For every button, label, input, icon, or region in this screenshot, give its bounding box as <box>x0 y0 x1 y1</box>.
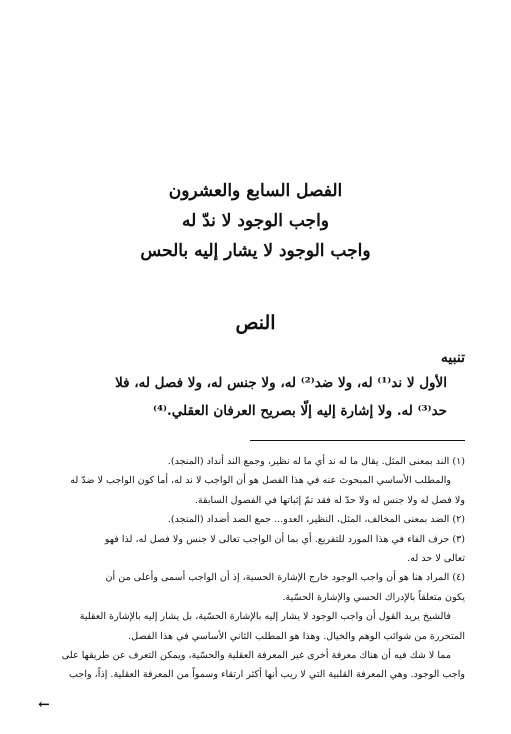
text-line-2: حد⁽³⁾ له. ولا إشارة إليه إلّا بصريح العرفان العقلي.⁽⁴⁾ <box>153 403 447 419</box>
footnote-line: واجب الوجود. وهي المعرفة القلبية التي لا ريب أنها أكثر ارتقاء وسمواً من المعرفة العقلية. إذاً، واجب <box>68 669 465 681</box>
main-text <box>40 347 465 425</box>
footnote-divider <box>250 440 465 441</box>
footnote-line: يكون متعلقاً بالإدراك الحسي والإشارة الحسّية. <box>282 591 465 603</box>
text-heading: تنبيه <box>440 350 465 366</box>
text-line-1: الأول لا ند⁽¹⁾ له، ولا ضد⁽²⁾ له، ولا جنس له، ولا فصل له، فلا <box>115 375 447 391</box>
footnote-line: (١) الند بمعنى المثل. يقال ما له ند أي ما له نظير، وجمع الند أنداد (المنجد). <box>167 456 465 467</box>
footnote-line: (٢) الضد بمعنى المخالف، المثل، النظير، العدو... جمع الضد أضداد (المنجد). <box>167 514 465 526</box>
continue-arrow-icon: ← <box>38 697 50 713</box>
footnote-line: مما لا شك فيه أن هناك معرفة أخرى غير المعرفة العقلية والحسّية، ويمكن التعرف عن طريقها على <box>61 650 451 662</box>
chapter-heading <box>40 176 471 266</box>
chapter-subtitle-2: واجب الوجود لا يشار إليه بالحس <box>140 241 371 261</box>
footnote-line: (٤) المراد هنا هو أن واجب الوجود خارج الإشارة الحسية، إذ أن الواجب أسمى وأعلى من أن <box>105 572 465 584</box>
footnote-line: والمطلب الأساسي المبحوث عنه في هذا الفصل هو أن الواجب لا ند له، أما كون الواجب لا ضدّ له <box>70 475 451 487</box>
footnote-line: فالشيخ يريد القول أن واجب الوجود لا يشار إليه بالإشارة الحسّية، بل يشار إليه بالإشارة العقلية <box>79 611 451 623</box>
footnote-line: ولا فصل له ولا جنس له ولا حدّ له فقد تمّ إثباتها في الفصول السابقة. <box>194 494 465 506</box>
footnote-line: المتحررة من شوائب الوهم والخيال. وهذا هو المطلب الثاني الأساسي في هذا الفصل. <box>128 630 465 642</box>
footnotes <box>36 452 465 685</box>
chapter-subtitle-1: واجب الوجود لا ندّ له <box>182 211 329 231</box>
section-title: النص <box>235 312 276 334</box>
footnote-line: (٣) حرف الفاء في هذا المورد للتفريع. أي بما أن الواجب تعالى لا جنس ولا فصل له، لذا فهو <box>104 533 465 545</box>
chapter-title: الفصل السابع والعشرون <box>168 181 343 201</box>
footnote-line: تعالى لا حد له. <box>407 553 465 565</box>
